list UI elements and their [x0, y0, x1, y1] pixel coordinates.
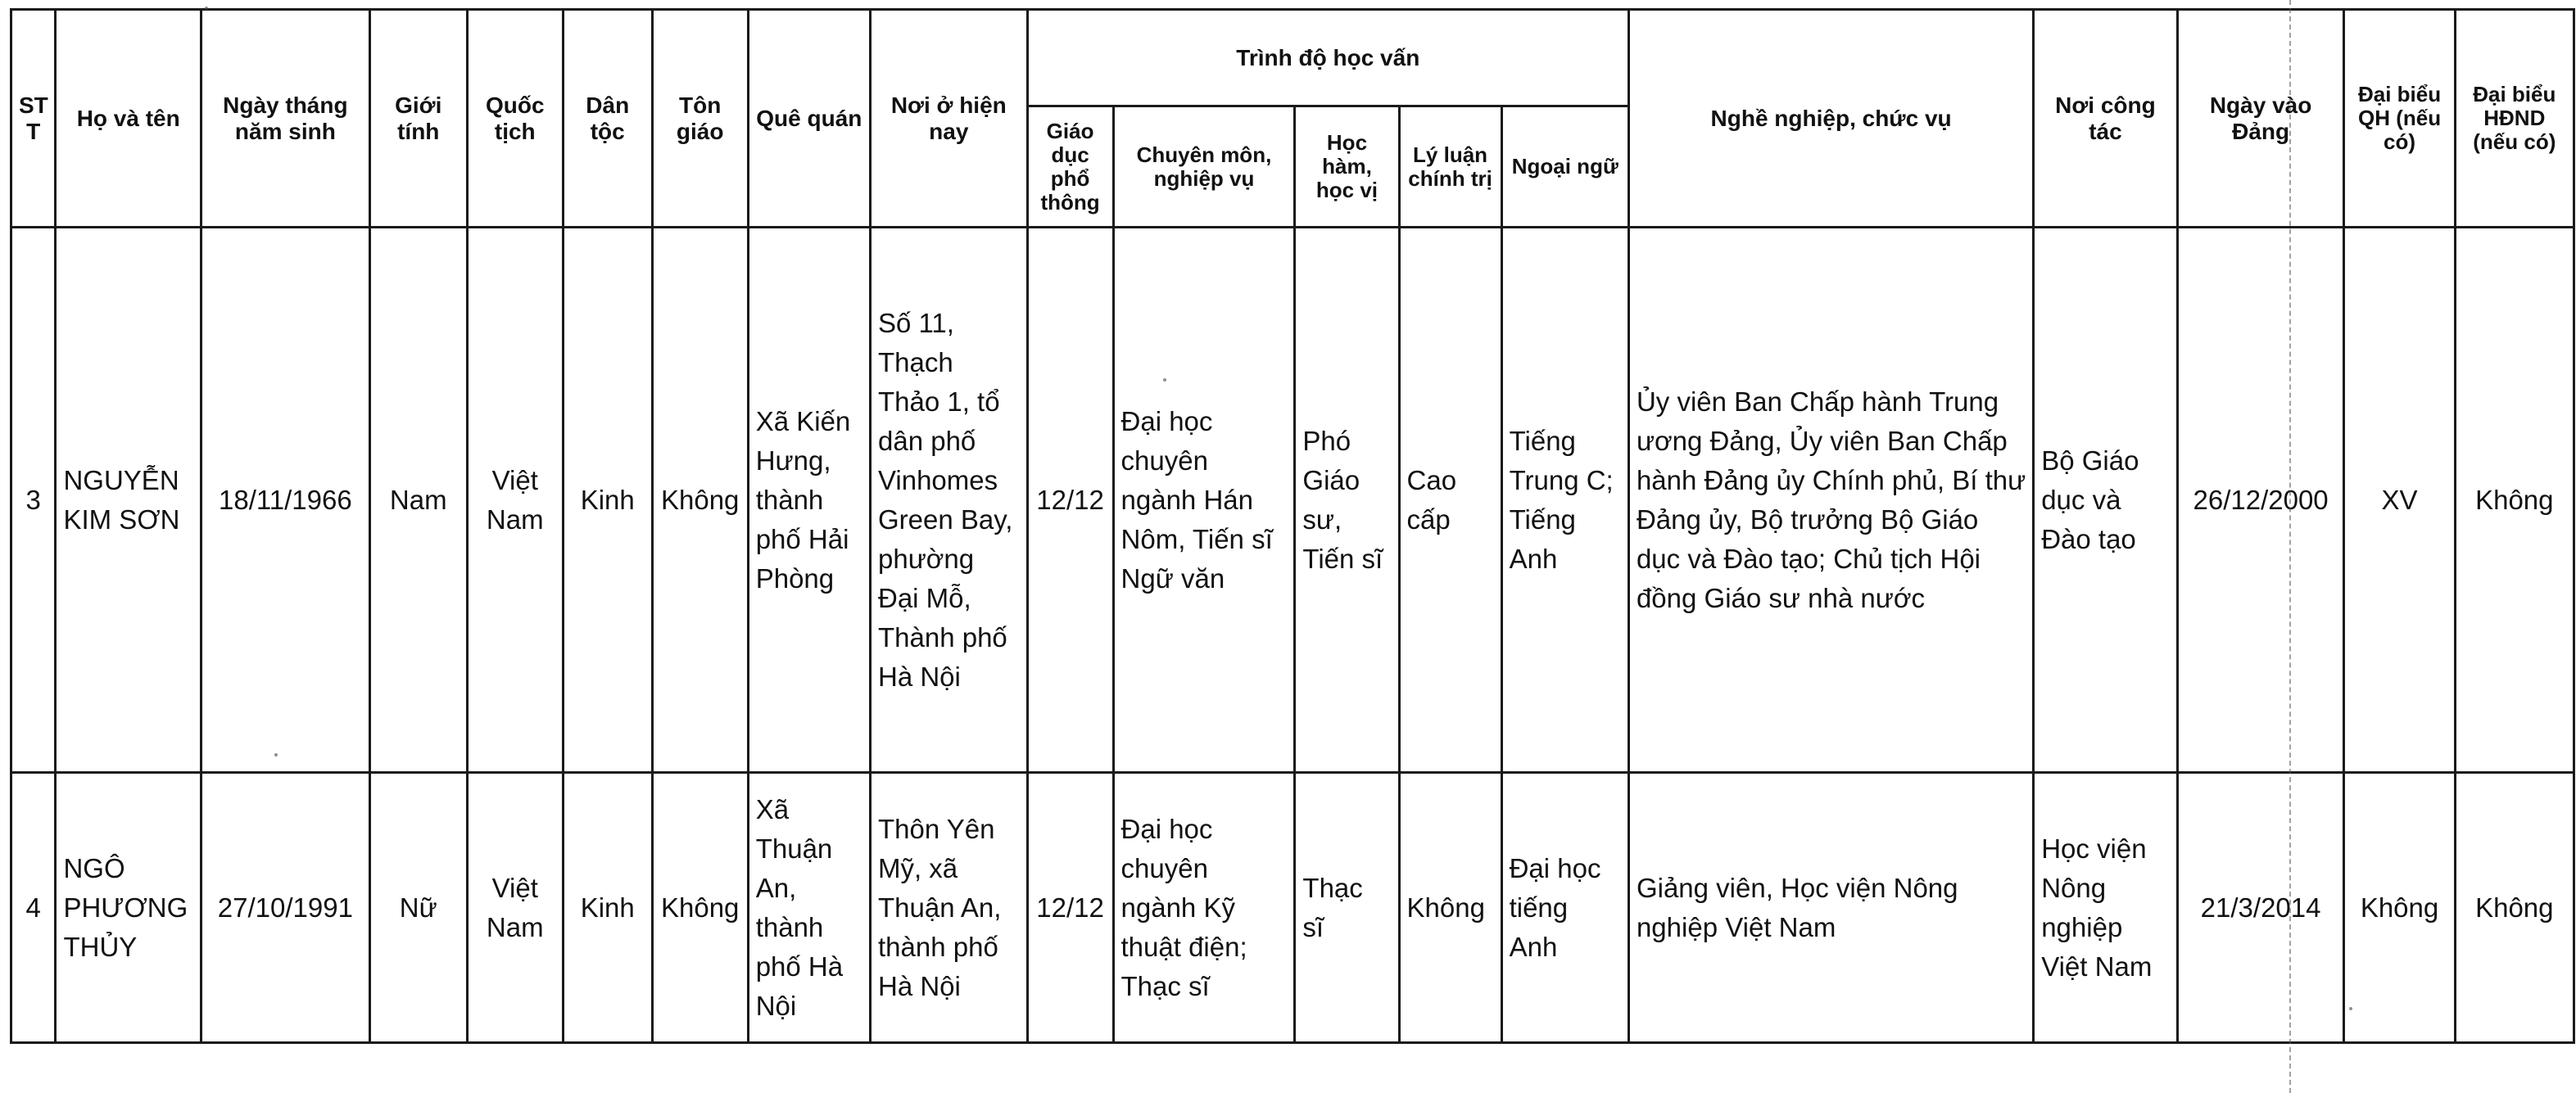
- cell-religion: Không: [652, 228, 748, 773]
- header-gender: Giới tính: [369, 10, 467, 228]
- header-workplace: Nơi công tác: [2034, 10, 2178, 228]
- header-pc-delegate: Đại biểu HĐND (nếu có): [2455, 10, 2574, 228]
- table-row: [11, 773, 2574, 1043]
- header-education-group: Trình độ học vấn: [1027, 10, 1628, 106]
- cell-workplace: Học viện Nông nghiệp Việt Nam: [2034, 773, 2178, 1043]
- cell-dob: 18/11/1966: [201, 228, 369, 773]
- scan-speck: [205, 7, 208, 10]
- scan-speck: [274, 753, 278, 757]
- scan-fold-line: [2289, 0, 2291, 1093]
- cell-workplace: Bộ Giáo dục và Đào tạo: [2034, 228, 2178, 773]
- cell-nationality: Việt Nam: [467, 228, 563, 773]
- header-general-edu: Giáo dục phổ thông: [1027, 106, 1113, 228]
- header-party-date: Ngày vào Đảng: [2177, 10, 2344, 228]
- header-name: Họ và tên: [56, 10, 201, 228]
- candidate-table: [10, 8, 2575, 1044]
- cell-party-date: 21/3/2014: [2177, 773, 2344, 1043]
- cell-language: Đại học tiếng Anh: [1501, 773, 1628, 1043]
- cell-ethnicity: Kinh: [563, 773, 652, 1043]
- header-occupation: Nghề nghiệp, chức vụ: [1628, 10, 2033, 228]
- cell-nationality: Việt Nam: [467, 773, 563, 1043]
- cell-na-delegate: Không: [2344, 773, 2455, 1043]
- header-specialty: Chuyên môn, nghiệp vụ: [1113, 106, 1295, 228]
- header-ethnicity: Dân tộc: [563, 10, 652, 228]
- cell-occupation: Giảng viên, Học viện Nông nghiệp Việt Nam: [1628, 773, 2033, 1043]
- scan-speck: [1163, 378, 1166, 382]
- header-nationality: Quốc tịch: [467, 10, 563, 228]
- cell-stt: 3: [11, 228, 56, 773]
- header-stt: ST T: [11, 10, 56, 228]
- cell-religion: Không: [652, 773, 748, 1043]
- header-political: Lý luận chính trị: [1399, 106, 1501, 228]
- header-row-primary: [11, 10, 2574, 106]
- header-religion: Tôn giáo: [652, 10, 748, 228]
- header-residence: Nơi ở hiện nay: [870, 10, 1027, 228]
- cell-specialty: Đại học chuyên ngành Kỹ thuật điện; Thạc sĩ: [1113, 773, 1295, 1043]
- cell-party-date: 26/12/2000: [2177, 228, 2344, 773]
- cell-na-delegate: XV: [2344, 228, 2455, 773]
- cell-degree: Thạc sĩ: [1295, 773, 1399, 1043]
- cell-political: Không: [1399, 773, 1501, 1043]
- cell-general-edu: 12/12: [1027, 773, 1113, 1043]
- cell-gender: Nam: [369, 228, 467, 773]
- table-row: [11, 228, 2574, 773]
- cell-occupation: Ủy viên Ban Chấp hành Trung ương Đảng, Ủy viên Ban Chấp hành Đảng ủy Chính phủ, Bí thư Đảng ủy, Bộ trưởng Bộ Giáo dục và Đào tạo; Chủ tịch Hội đồng Giáo sư nhà nước: [1628, 228, 2033, 773]
- header-language: Ngoại ngữ: [1501, 106, 1628, 228]
- cell-pc-delegate: Không: [2455, 773, 2574, 1043]
- cell-name: NGUYỄN KIM SƠN: [56, 228, 201, 773]
- cell-hometown: Xã Kiến Hưng, thành phố Hải Phòng: [748, 228, 870, 773]
- cell-name: NGÔ PHƯƠNG THỦY: [56, 773, 201, 1043]
- cell-political: Cao cấp: [1399, 228, 1501, 773]
- cell-language: Tiếng Trung C; Tiếng Anh: [1501, 228, 1628, 773]
- header-na-delegate: Đại biểu QH (nếu có): [2344, 10, 2455, 228]
- header-degree: Học hàm, học vị: [1295, 106, 1399, 228]
- cell-pc-delegate: Không: [2455, 228, 2574, 773]
- cell-general-edu: 12/12: [1027, 228, 1113, 773]
- cell-hometown: Xã Thuận An, thành phố Hà Nội: [748, 773, 870, 1043]
- cell-gender: Nữ: [369, 773, 467, 1043]
- cell-specialty: Đại học chuyên ngành Hán Nôm, Tiến sĩ Ngữ văn: [1113, 228, 1295, 773]
- header-dob: Ngày tháng năm sinh: [201, 10, 369, 228]
- cell-dob: 27/10/1991: [201, 773, 369, 1043]
- header-hometown: Quê quán: [748, 10, 870, 228]
- cell-residence: Thôn Yên Mỹ, xã Thuận An, thành phố Hà Nội: [870, 773, 1027, 1043]
- cell-degree: Phó Giáo sư, Tiến sĩ: [1295, 228, 1399, 773]
- cell-ethnicity: Kinh: [563, 228, 652, 773]
- cell-stt: 4: [11, 773, 56, 1043]
- cell-residence: Số 11, Thạch Thảo 1, tổ dân phố Vinhomes Green Bay, phường Đại Mỗ, Thành phố Hà Nội: [870, 228, 1027, 773]
- scan-speck: [2349, 1007, 2352, 1010]
